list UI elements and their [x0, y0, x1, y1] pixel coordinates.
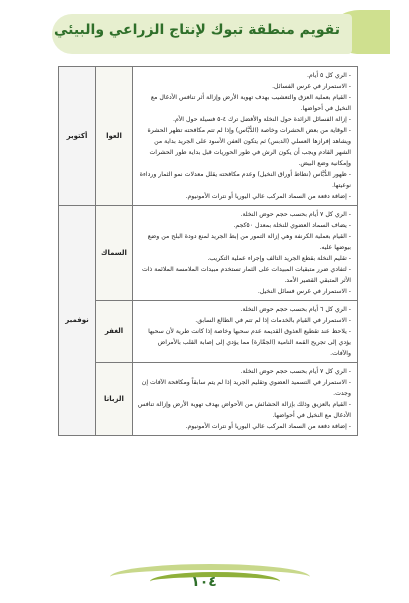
activity-item: - إضافة دفعة من السماد المركب عالي اليوريا أو نترات الأمونيوم. — [185, 423, 351, 430]
activity-item: - لتفادي ضرر متبقيات المبيدات على الثمار تستخدم مبيدات الملامسة الملائمة ذات الأثر المتبقي القصير الأمد. — [141, 266, 351, 284]
table-row — [59, 301, 358, 363]
table-row — [59, 206, 358, 301]
activity-item: - الاستمرار في التسميد العضوي وتقليم الجريد إذا لم يتم سابقاً ومكافحة الآفات إن وجدت. — [141, 379, 351, 397]
calendar-table-body — [59, 67, 358, 436]
activity-item: - القيام بعملية الكرنفة وهي إزالة التمور من إبط الجريد لمنع دودة البلح من وضع بيوضها عليه. — [147, 233, 351, 251]
activities-cell — [133, 67, 358, 206]
star-season-cell: السماك — [96, 206, 133, 301]
month-cell: أكتوبر — [59, 67, 96, 206]
star-season-cell: العوا — [96, 67, 133, 206]
activity-item: - القيام بالعزيق وذلك بإزالة الحشائش من الأحواض بهدف تهوية الأرض وإزالة تنافس الأدغال مع النخيل في أحواضها. — [137, 401, 351, 419]
activity-item: - يلاحظ عند تقطيع العذوق القديمة عدم سحبها وخاصة إذا كانت طرية لأن سحبها يؤدي إلى تجريح القمة النامية (الجمَّارة) مما يؤدي إلى إصابة القلب بالأمراض والآفات. — [148, 328, 351, 357]
activity-item: - إزالة الفسائل الزائدة حول النخلة والأفضل ترك ٤-٥ فسيلة حول الأم. — [172, 116, 351, 123]
activity-item: - الوقاية من بعض الحشرات وخاصة (الدُّبَّاس) وإذا لم تتم مكافحته تظهر الحشرة ويشاهد إفرازها العسلي (الدبس) ثم يتكون العفن الأسود على الجريد بداية من الشهر القادم ويجب أن يكون الرش في طور الحوريات قبل بداية طور الحشرات وإمكانية وضع البيض. — [147, 127, 351, 167]
table-row — [59, 363, 358, 436]
page-title: تقويم منطقة تبوك لإنتاج الزراعي والبيئي — [53, 22, 340, 38]
activity-item: - الري كل ٧ أيام بحسب حجم حوض النخلة. — [240, 368, 351, 375]
table-row — [59, 67, 358, 206]
activity-item: - الري كل ٦ أيام بحسب حجم حوض النخلة. — [240, 306, 351, 313]
activity-item: - ظهور الدُّبَّاس (نطاط أوراق النخيل) وعدم مكافحته يقلل معدلات نمو الثمار ورداءة نوعيتها. — [139, 171, 351, 189]
star-season-cell: الغفر — [96, 301, 133, 363]
calendar-table — [58, 66, 358, 436]
activity-item: - الاستمرار في غرس فسائل النخيل. — [257, 288, 351, 295]
activity-item: - الري كل ٧ أيام بحسب حجم حوض النخلة. — [240, 211, 351, 218]
activity-item: - إضافة دفعة من السماد المركب عالي اليوريا أو نترات الأمونيوم. — [185, 193, 351, 200]
activity-item: - القيام بعملية العزق والتعشيب بهدف تهوية الأرض وإزالة أثر تنافس الأدغال مع النخيل في أحواضها. — [150, 94, 351, 112]
activities-cell — [133, 363, 358, 436]
activities-cell — [133, 301, 358, 363]
page-header — [0, 0, 409, 58]
activity-item: - تقليم النخلة بقطع الجريد التالف وإجراء عملية التكريب. — [207, 255, 351, 262]
activity-item: - الاستمرار في القيام بالخدمات إذا لم تتم في الطالع السابق. — [195, 317, 351, 324]
activity-item: - الري كل ٥ أيام. — [306, 72, 351, 79]
month-cell: نوفمبر — [59, 206, 96, 436]
activities-cell — [133, 206, 358, 301]
activity-item: - الاستمرار في غرس الفسائل. — [272, 83, 351, 90]
activity-item: - يضاف السماد العضوي للنخلة بمعدل ٥٠كجم. — [233, 222, 351, 229]
star-season-cell: الزبانا — [96, 363, 133, 436]
page-number: ١٠٤ — [191, 574, 217, 590]
